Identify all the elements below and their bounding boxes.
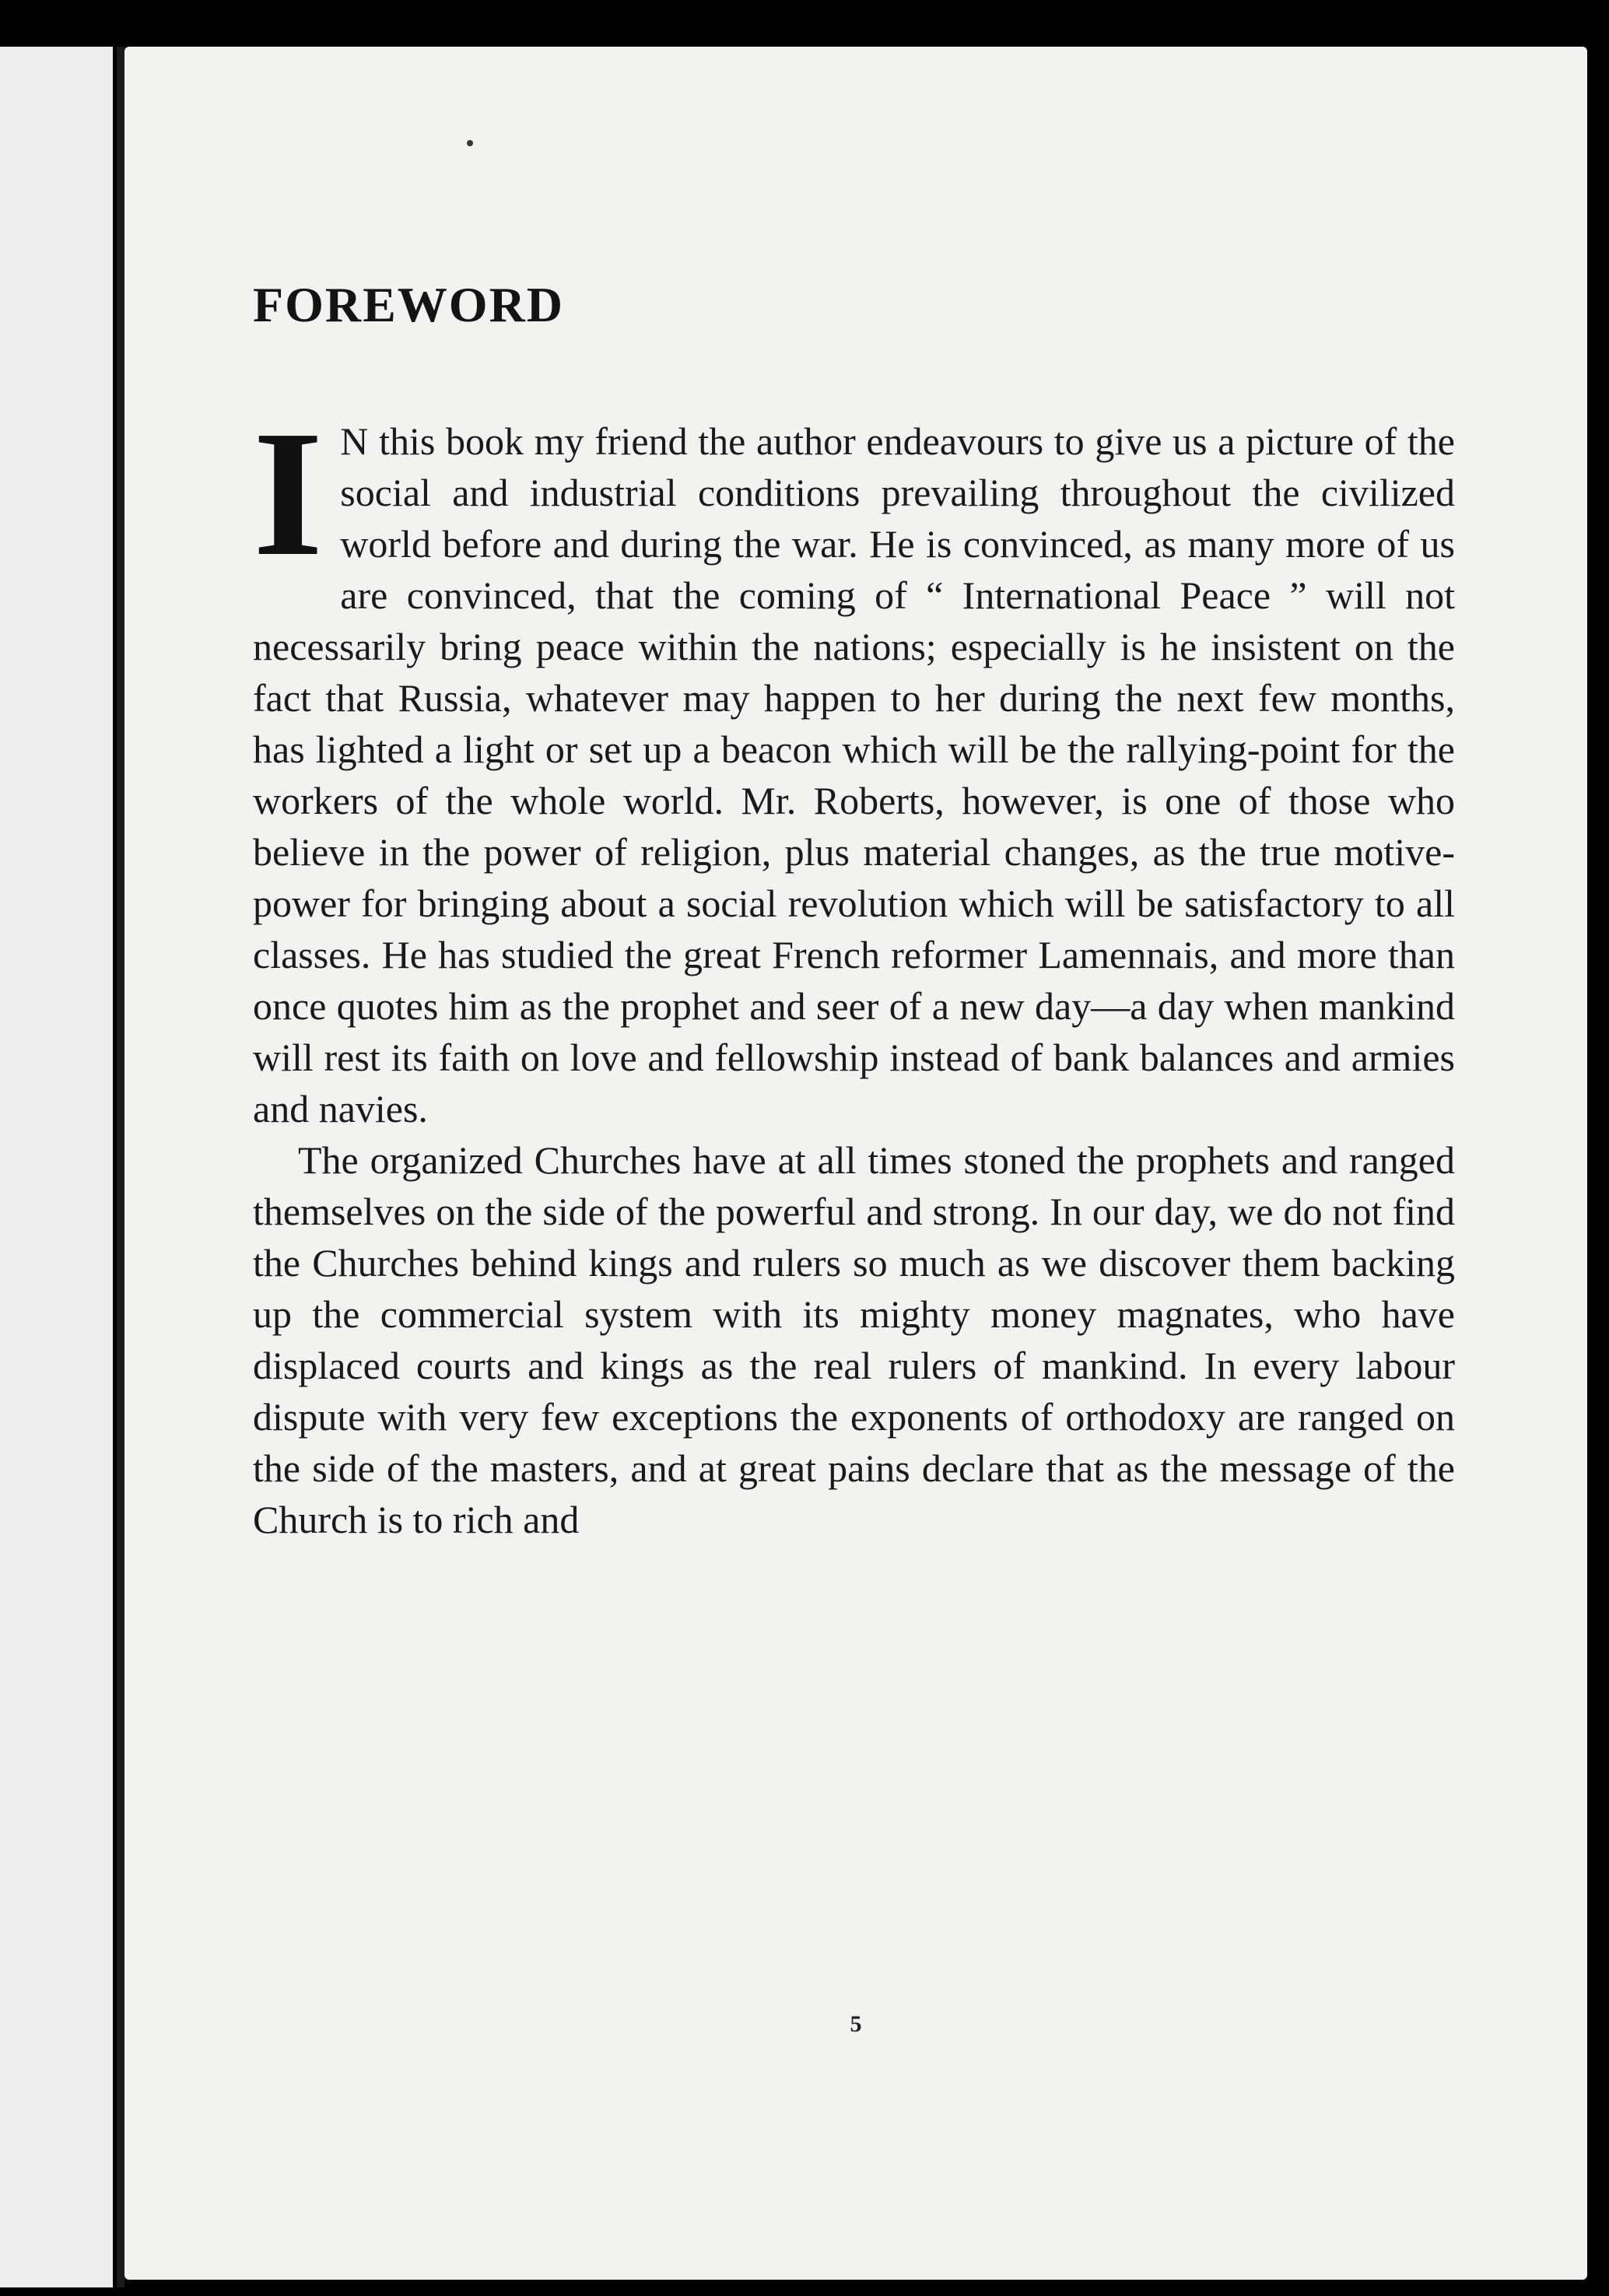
paragraph-second: The organized Churches have at all times stoned the prophets and ranged themselves on the side of the powerful and strong. In our day, we do not find the Churches behind kings and rulers so much as we discover them backing up the commercial system with its mighty money magnates, who have displaced courts and kings as the real rulers of mankind. In every labour dispute with very few exceptions the exponents of orthodoxy are ranged on the side of the masters, and at great pains declare that as the message of the Church is to rich and — [253, 1138, 1455, 1541]
facing-page-edge — [0, 47, 113, 2287]
drop-cap-letter: I — [253, 394, 324, 594]
paragraph-first-text: N this book my friend the author endeavours to give us a picture of the social and industrial conditions prevailing throughout the civilized world before and during the war. He is convinced, as many more of us are convinced, that the coming of “ International Peace ” will not necessarily bring peace within the nations; especially is he insistent on the fact that Russia, whatever may happen to her during the next few months, has lighted a light or set up a beacon which will be the rallying-point for the workers of the whole world. Mr. Roberts, however, is one of those who believe in the power of religion, plus material changes, as the true motive-power for bringing about a social revolution which will be satisfactory to all classes. He has studied the great French reformer Lamennais, and more than once quotes him as the prophet and seer of a new day—a day when mankind will rest its faith on love and fellowship instead of bank balances and armies and navies. — [253, 419, 1455, 1130]
book-page — [124, 47, 1587, 2280]
page-heading: FOREWORD — [253, 277, 564, 332]
ink-speck — [467, 140, 473, 146]
page-number: 5 — [850, 2011, 862, 2037]
paragraph-first — [253, 394, 1455, 1134]
page-content — [253, 277, 1455, 1545]
book-gutter — [117, 47, 124, 2287]
